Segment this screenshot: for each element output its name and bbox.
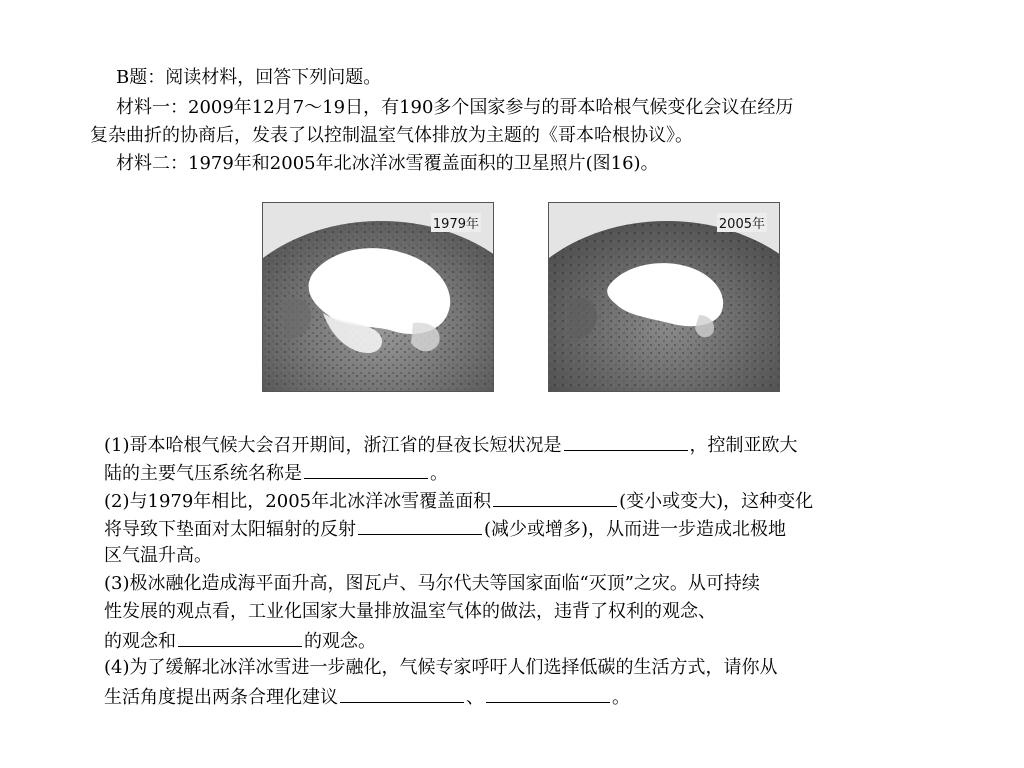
- question-3-line-1: (3)极冰融化造成海平面升高，图瓦卢、马尔代夫等国家面临“灭顶”之灾。从可持续: [104, 573, 760, 594]
- satellite-photo-2005: [548, 202, 780, 392]
- material-1-line-1: 材料一：2009年12月7～19日，有190多个国家参与的哥本哈根气候变化会议在经历: [116, 97, 794, 118]
- satellite-photo-1979: [262, 202, 494, 392]
- q1-text-d: 。: [430, 463, 448, 484]
- q2-text-c: 将导致下垫面对太阳辐射的反射: [104, 519, 356, 540]
- material-2: 材料二：1979年和2005年北冰洋冰雪覆盖面积的卫星照片(图16)。: [116, 153, 659, 174]
- photo-label-1979: 1979年: [431, 213, 481, 232]
- q4-text-b: 生活角度提出两条合理化建议: [104, 687, 338, 708]
- answer-blank-q2-reflection[interactable]: [358, 516, 482, 535]
- q1-text-b: ，控制亚欧大: [689, 435, 798, 456]
- answer-blank-q1-pressure-system[interactable]: [304, 460, 428, 479]
- question-2-line-2: [104, 516, 786, 542]
- q4-text-c: 、: [466, 687, 484, 708]
- photo-label-2005: 2005年: [717, 213, 767, 232]
- answer-blank-q4-suggestion-2[interactable]: [486, 684, 610, 703]
- q2-text-d: (减少或增多)，从而进一步造成北极地: [484, 519, 787, 540]
- q3-text-c: 的观念和: [104, 631, 176, 652]
- question-4-line-2: [104, 684, 630, 710]
- question-2-line-1: [104, 488, 813, 514]
- answer-blank-q1-daylength[interactable]: [564, 432, 688, 451]
- material-1-line-2: 复杂曲折的协商后，发表了以控制温室气体排放为主题的《哥本哈根协议》。: [90, 125, 693, 146]
- question-2-line-3: 区气温升高。: [104, 545, 212, 566]
- question-heading: B题：阅读材料，回答下列问题。: [116, 67, 382, 88]
- q1-text-a: (1)哥本哈根气候大会召开期间，浙江省的昼夜长短状况是: [104, 435, 562, 456]
- q4-text-d: 。: [612, 687, 630, 708]
- answer-blank-q4-suggestion-1[interactable]: [340, 684, 464, 703]
- question-3-line-3: [104, 628, 376, 654]
- q2-text-a: (2)与1979年相比，2005年北冰洋冰雪覆盖面积: [104, 491, 492, 512]
- question-1-line-2: [104, 460, 448, 486]
- question-1-line-1: [104, 432, 798, 458]
- question-4-line-1: (4)为了缓解北冰洋冰雪进一步融化，气候专家呼吁人们选择低碳的生活方式，请你从: [104, 657, 778, 678]
- q2-text-b: (变小或变大)，这种变化: [619, 491, 814, 512]
- q1-text-c: 陆的主要气压系统名称是: [104, 463, 302, 484]
- answer-blank-q2-area[interactable]: [493, 488, 617, 507]
- question-3-line-2: 性发展的观点看，工业化国家大量排放温室气体的做法，违背了权利的观念、: [104, 601, 716, 622]
- q3-text-d: 的观念。: [304, 631, 376, 652]
- answer-blank-q3-concept[interactable]: [178, 628, 302, 647]
